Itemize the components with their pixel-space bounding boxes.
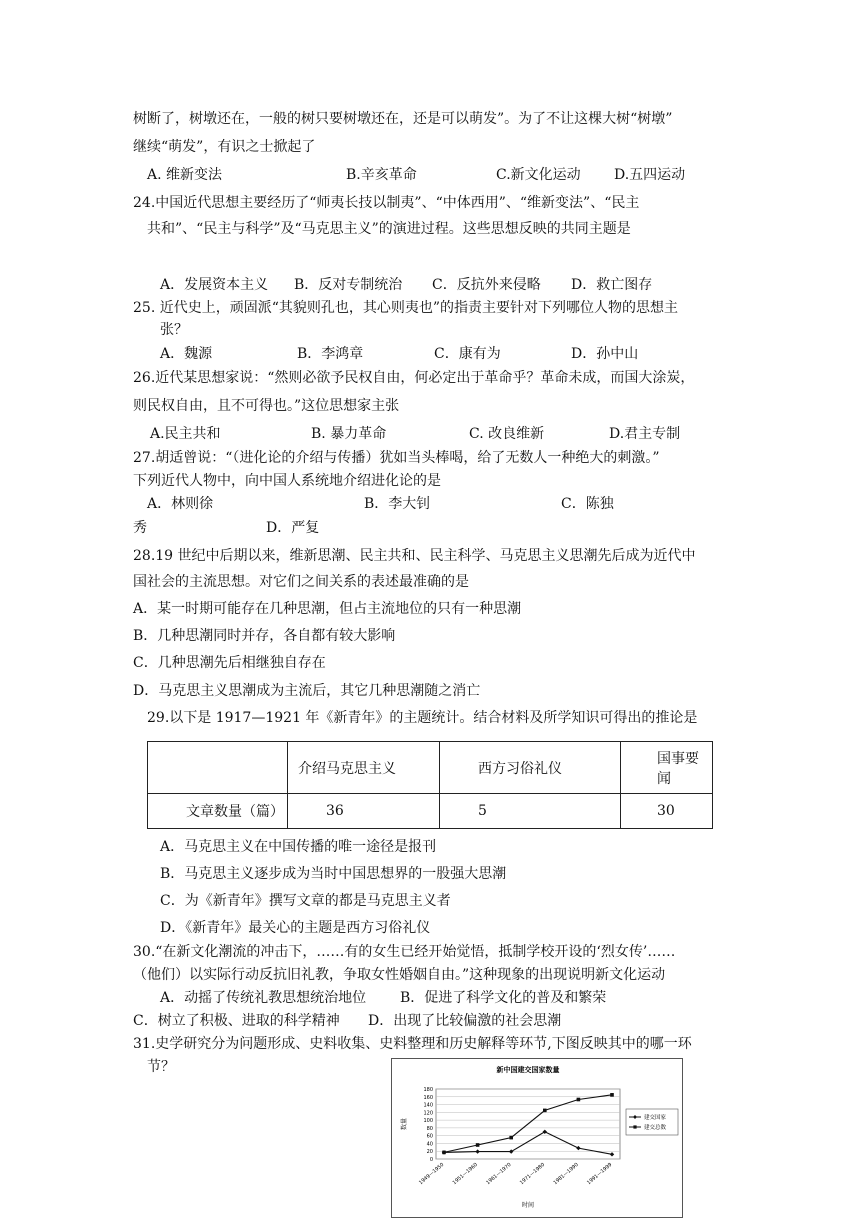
- q27-option-c-cont: 秀: [133, 520, 147, 536]
- q28-text-line1: 28.19 世纪中后期以来，维新思潮、民主共和、民主科学、马克思主义思潮先后成为近代中: [133, 548, 696, 564]
- q29-value-marxism: 36: [288, 794, 440, 829]
- chart-legend-label: 建交总数: [644, 1125, 667, 1131]
- q24-text-line1: 24.中国近代思想主要经历了“师夷长技以制夷”、“中体西用”、“维新变法”、“民主: [133, 195, 640, 211]
- chart-y-tick-label: 40: [426, 1141, 433, 1148]
- q31-text-line1: 31.史学研究分为问题形成、史料收集、史料整理和历史解释等环节,下图反映其中的哪一环: [133, 1036, 692, 1052]
- q25-option-a: A．魏源: [160, 346, 213, 362]
- q25-option-d: D．孙中山: [571, 346, 639, 362]
- q27-option-d: D．严复: [266, 520, 320, 536]
- q27-text-line1: 27.胡适曾说：“（进化论的介绍与传播）犹如当头棒喝，给了无数人一种绝大的刺激。”: [133, 450, 660, 466]
- chart-y-axis-label: 数量: [401, 1117, 408, 1131]
- chart-x-tick-label: 1951—1960: [451, 1161, 479, 1187]
- q28-option-d: D．马克思主义思潮成为主流后，其它几种思潮随之消亡: [133, 683, 481, 699]
- q28-option-c: C．几种思潮先后相继独自存在: [133, 655, 326, 671]
- chart-x-tick-label: 1991—1999: [586, 1161, 614, 1187]
- q29-value-national-news: 30: [621, 794, 713, 829]
- q29-table-corner: [148, 742, 288, 794]
- q29-option-d: D．《新青年》最关心的主题是西方习俗礼仪: [160, 920, 431, 936]
- chart-legend-box: [626, 1109, 678, 1135]
- chart-x-axis-label: 时间: [521, 1202, 535, 1209]
- q25-text-line2: 张？: [160, 322, 188, 338]
- chart-y-tick-label: 20: [426, 1149, 433, 1156]
- q30-option-c: C．树立了积极、进取的科学精神: [133, 1013, 340, 1029]
- chart-x-tick-label: 1981—1990: [552, 1161, 580, 1187]
- q30-option-d: D．出现了比较偏激的社会思潮: [368, 1013, 562, 1029]
- chart-data-point: [509, 1136, 513, 1140]
- q27-option-a: A．林则徐: [147, 496, 214, 512]
- q25-text-line1: 25. 近代史上，顽固派“其貌则孔也，其心则夷也”的指责主要针对下列哪位人物的思想主: [133, 300, 679, 316]
- q26-text-line1: 26.近代某思想家说：“然则必欲予民权自由，何必定出于革命乎？革命未成，而国大涂炭，: [133, 370, 695, 386]
- q29-option-b: B．马克思主义逐步成为当时中国思想界的一股强大思潮: [160, 866, 507, 882]
- q23-option-c: C.新文化运动: [496, 167, 581, 183]
- q23-text-line2: 继续“萌发”，有识之士掀起了: [133, 139, 316, 155]
- q29-option-c: C．为《新青年》撰写文章的都是马克思主义者: [160, 893, 451, 909]
- q24-option-a: A．发展资本主义: [160, 277, 269, 293]
- chart-y-tick-label: 80: [426, 1125, 433, 1132]
- chart-y-tick-label: 120: [423, 1110, 433, 1117]
- q28-option-b: B．几种思潮同时并存，各自都有较大影响: [133, 628, 396, 644]
- q24-text-line2: 共和”、“民主与科学”及“马克思主义”的演进过程。这些思想反映的共同主题是: [147, 221, 631, 237]
- q28-text-line2: 国社会的主流思想。对它们之间关系的表述最准确的是: [133, 574, 469, 590]
- diplomatic-relations-chart: [391, 1058, 683, 1218]
- chart-y-tick-label: 100: [423, 1118, 433, 1125]
- q30-text-line2: （他们）以实际行动反抗旧礼教，争取女性婚姻自由。”这种现象的出现说明新文化运动: [133, 967, 666, 983]
- q29-row-label: 文章数量（篇）: [148, 794, 288, 829]
- chart-y-tick-label: 180: [423, 1087, 433, 1093]
- q23-option-a: A. 维新变法: [147, 167, 223, 183]
- q27-option-b: B．李大钊: [364, 496, 431, 512]
- chart-legend-label: 建交国家: [644, 1115, 667, 1121]
- q30-text-line1: 30.“在新文化潮流的冲击下，……有的女生已经开始觉悟，抵制学校开设的‘烈女传’……: [133, 944, 676, 960]
- q25-option-c: C．康有为: [434, 346, 501, 362]
- chart-y-tick-label: 140: [423, 1102, 433, 1109]
- q24-option-c: C．反抗外来侵略: [432, 277, 541, 293]
- q29-value-western-customs: 5: [440, 794, 621, 829]
- chart-data-point: [543, 1109, 547, 1113]
- q24-option-d: D．救亡图存: [571, 277, 653, 293]
- q23-option-b: B.辛亥革命: [346, 167, 417, 183]
- q31-text-line2: 节？: [147, 1059, 175, 1075]
- q27-text-line2: 下列近代人物中，向中国人系统地介绍进化论的是: [133, 473, 441, 489]
- q27-option-c: C．陈独: [561, 496, 614, 512]
- chart-x-tick-label: 1949—1950: [418, 1161, 446, 1187]
- q29-option-a: A．马克思主义在中国传播的唯一途径是报刊: [160, 839, 437, 855]
- q26-option-a: A.民主共和: [150, 426, 221, 442]
- q24-option-b: B．反对专制统治: [294, 277, 403, 293]
- q30-option-a: A．动摇了传统礼教思想统治地位: [160, 990, 367, 1006]
- chart-x-tick-label: 1961—1970: [485, 1161, 513, 1187]
- chart-y-tick-label: 60: [426, 1133, 433, 1140]
- chart-y-tick-label: 0: [429, 1157, 433, 1163]
- chart-data-point: [577, 1098, 581, 1102]
- chart-x-tick-label: 1971—1980: [518, 1161, 547, 1187]
- q23-text-line1: 树断了，树墩还在，一般的树只要树墩还在，还是可以萌发”。为了不让这棵大树“树墩”: [133, 111, 673, 127]
- q23-option-d: D.五四运动: [614, 167, 686, 183]
- chart-svg: [392, 1059, 682, 1217]
- q26-text-line2: 则民权自由，且不可得也。”这位思想家主张: [133, 398, 400, 414]
- q25-option-b: B．李鸿章: [297, 346, 364, 362]
- chart-data-point: [610, 1093, 614, 1097]
- chart-y-tick-label: 160: [423, 1094, 433, 1101]
- chart-title: 新中国建交国家数量: [496, 1066, 560, 1074]
- chart-data-point: [442, 1151, 446, 1155]
- q30-option-b: B．促进了科学文化的普及和繁荣: [400, 990, 607, 1006]
- q26-option-b: B. 暴力革命: [311, 426, 387, 442]
- chart-data-point: [476, 1143, 480, 1147]
- q26-option-d: D.君主专制: [609, 426, 681, 442]
- q29-header-marxism: 介绍马克思主义: [288, 742, 440, 794]
- q28-option-a: A．某一时期可能存在几种思潮，但占主流地位的只有一种思潮: [133, 601, 522, 617]
- q26-option-c: C. 改良维新: [469, 426, 545, 442]
- q29-header-western-customs: 西方习俗礼仪: [440, 742, 621, 794]
- q29-table: [147, 741, 713, 829]
- chart-legend-marker: [633, 1125, 636, 1128]
- q29-text-line1: 29.以下是 1917—1921 年《新青年》的主题统计。结合材料及所学知识可得出的推论是: [147, 710, 698, 726]
- q29-header-national-news: 国事要闻: [621, 742, 713, 794]
